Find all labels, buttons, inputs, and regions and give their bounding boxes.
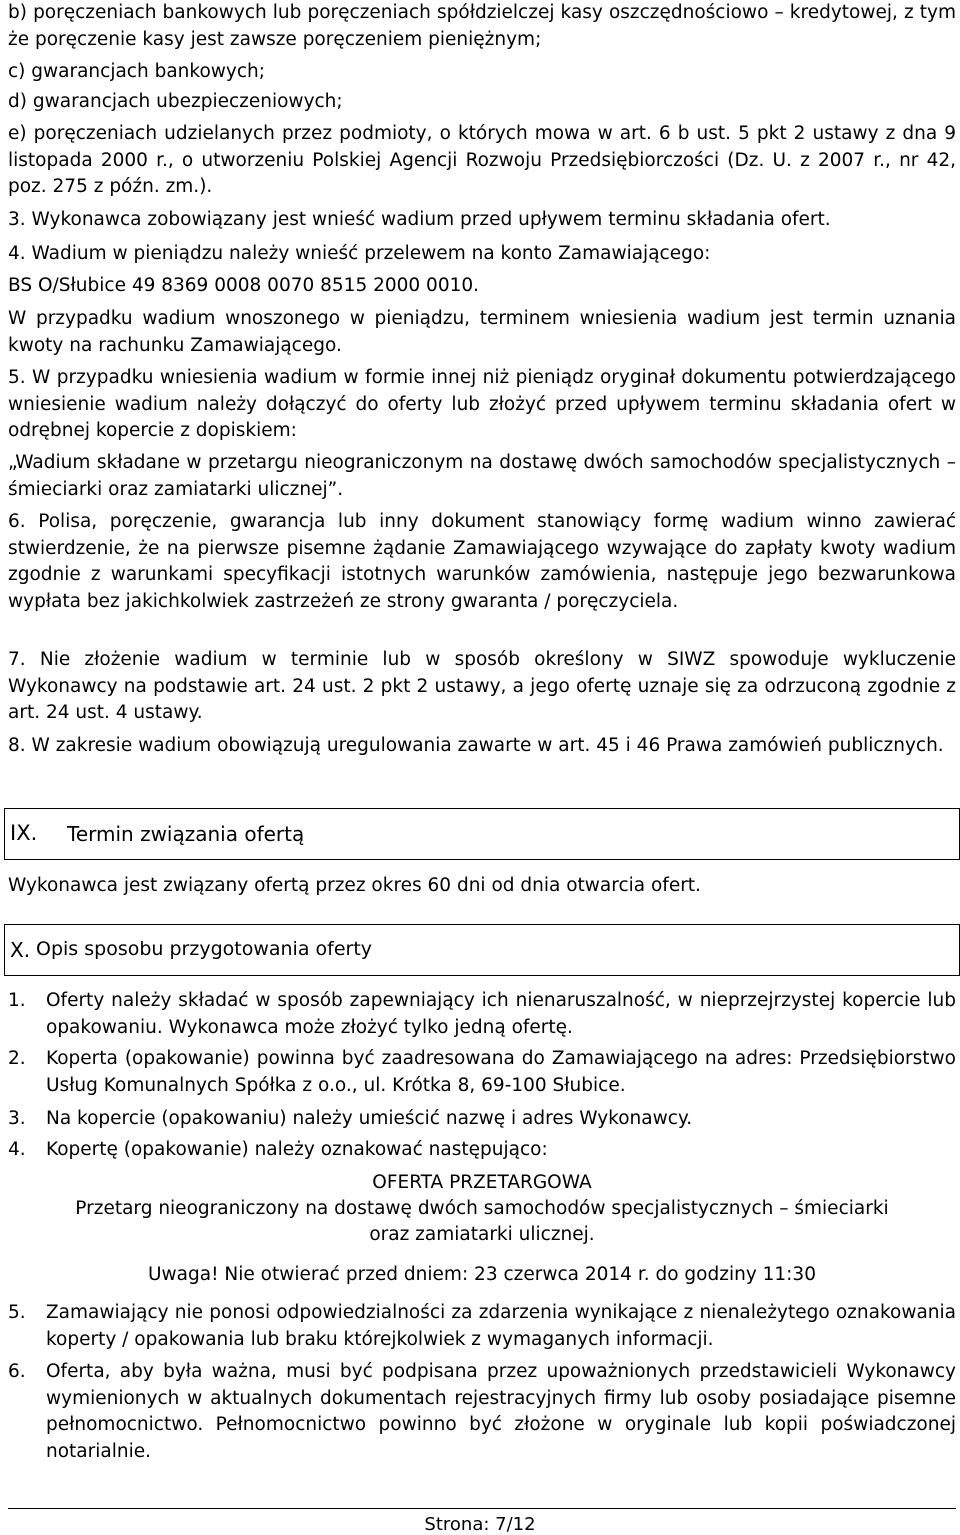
section-x-header [4, 924, 960, 976]
point-5-label-text: „Wadium składane w przetargu nieograniczonym na dostawę dwóch samochodów specjalistycznych – śmieciarki oraz zamiatarki ulicznej”. [8, 452, 956, 500]
envelope-title: OFERTA PRZETARGOWA [372, 1172, 592, 1193]
x-item-5-number: 5. [8, 1302, 26, 1323]
x-item-1-text: Oferty należy składać w sposób zapewniający ich nienaruszalność, w nieprzejrzystej kopercie lub opakowaniu. Wykonawca może złożyć tylko jedną ofertę. [46, 990, 956, 1038]
point-7: 7. Nie złożenie wadium w terminie lub w sposób określony w SIWZ spowoduje wykluczenie Wykonawcy na podstawie art. 24 ust. 2 pkt 2 ustawy, a jego ofertę uznaje się za odrzuconą zgodnie z art. 24 ust. 4 ustawy. [8, 649, 956, 723]
section-x-number: X. [10, 938, 31, 962]
intro-item-d-label: d) [8, 91, 27, 112]
point-6: 6. Polisa, poręczenie, gwarancja lub inny dokument stanowiący formę wadium winno zawierać stwierdzenie, że na pierwsze pisemne żądanie Zamawiającego wzywające do zapłaty kwoty wadium zgodnie z warunkami specyfikacji istotnych warunków zamówienia, następuje jego bezwarunkowa wypłata bez jakichkolwiek zastrzeżeń ze strony gwaranta / poręczyciela. [8, 511, 956, 612]
x-item-1-number: 1. [8, 990, 26, 1011]
page-number: Strona: 7/12 [424, 1514, 536, 1535]
intro-item-c-label: c) [8, 61, 26, 82]
point-4-note: W przypadku wadium wnoszonego w pieniądzu, terminem wniesienia wadium jest termin uznania kwoty na rachunku Zamawiającego. [8, 308, 956, 356]
envelope-line-3: oraz zamiatarki ulicznej. [369, 1224, 595, 1245]
intro-item-e-text: poręczeniach udzielanych przez podmioty, o których mowa w art. 6 b ust. 5 pkt 2 ustawy z dna 9 listopada 2000 r., o utworzeniu Polskiej Agencji Rozwoju Przedsiębiorczości (Dz. U. z 2007 r., nr 42, poz. 275 z późn. zm.). [8, 123, 956, 197]
section-ix-number: IX. [10, 821, 38, 845]
x-item-5-text: Zamawiający nie ponosi odpowiedzialności za zdarzenia wynikające z nienależytego oznakowania koperty / opakowania lub braku którejkolwiek z wymaganych informacji. [46, 1302, 956, 1350]
x-item-2-number: 2. [8, 1048, 26, 1069]
envelope-warning: Uwaga! Nie otwierać przed dniem: 23 czerwca 2014 r. do godziny 11:30 [148, 1264, 816, 1285]
intro-item-b-text: poręczeniach bankowych lub poręczeniach spółdzielczej kasy oszczędnościowo – kredytowej, z tym że poręczenie kasy jest zawsze poręczeniem pieniężnym; [8, 2, 956, 50]
section-ix-text: Wykonawca jest związany ofertą przez okres 60 dni od dnia otwarcia ofert. [8, 875, 701, 896]
point-8: 8. W zakresie wadium obowiązują uregulowania zawarte w art. 45 i 46 Prawa zamówień publicznych. [8, 735, 944, 756]
section-ix-title: Termin związania ofertą [67, 822, 305, 846]
x-item-6-text: Oferta, aby była ważna, musi być podpisana przez upoważnionych przedstawicieli Wykonawcy wymienionych w aktualnych dokumentach rejestracyjnych firmy lub osoby posiadające pisemne pełnomocnictwo. Pełnomocnictwo powinno być złożone w oryginale lub kopii poświadczonej notarialnie. [46, 1361, 956, 1462]
x-item-2-text: Koperta (opakowanie) powinna być zaadresowana do Zamawiającego na adres: Przedsiębiorstwo Usług Komunalnych Spółka z o.o., ul. Krótka 8, 69-100 Słubice. [46, 1048, 956, 1096]
point-3: 3. Wykonawca zobowiązany jest wnieść wadium przed upływem terminu składania ofert. [8, 209, 831, 230]
x-item-4-number: 4. [8, 1139, 26, 1160]
x-item-4-text: Kopertę (opakowanie) należy oznakować następująco: [46, 1139, 548, 1160]
intro-item-d [8, 89, 956, 116]
section-ix-header [4, 808, 960, 860]
intro-item-c [8, 59, 956, 86]
intro-item-d-text: gwarancjach ubezpieczeniowych; [32, 91, 343, 112]
point-4: 4. Wadium w pieniądzu należy wnieść przelewem na konto Zamawiającego: [8, 243, 711, 264]
intro-item-e-label: e) [8, 123, 27, 144]
x-item-3-text: Na kopercie (opakowaniu) należy umieścić nazwę i adres Wykonawcy. [46, 1108, 693, 1129]
intro-item-c-text: gwarancjach bankowych; [31, 61, 265, 82]
intro-item-b [8, 0, 956, 53]
envelope-line-2: Przetarg nieograniczony na dostawę dwóch samochodów specjalistycznych – śmieciarki [75, 1198, 889, 1219]
point-5: 5. W przypadku wniesienia wadium w formie innej niż pieniądz oryginał dokumentu potwierdzającego wniesienie wadium należy dołączyć do oferty lub złożyć przed upływem terminu składania ofert w odrębnej kopercie z dopiskiem: [8, 367, 956, 441]
footer-divider [8, 1508, 956, 1509]
x-item-6-number: 6. [8, 1361, 26, 1382]
intro-item-b-label: b) [8, 2, 27, 23]
x-item-3-number: 3. [8, 1108, 26, 1129]
section-x-title: Opis sposobu przygotowania oferty [36, 938, 373, 960]
bank-account: BS O/Słubice 49 8369 0008 0070 8515 2000 0010. [8, 275, 480, 296]
intro-item-e [8, 121, 956, 201]
